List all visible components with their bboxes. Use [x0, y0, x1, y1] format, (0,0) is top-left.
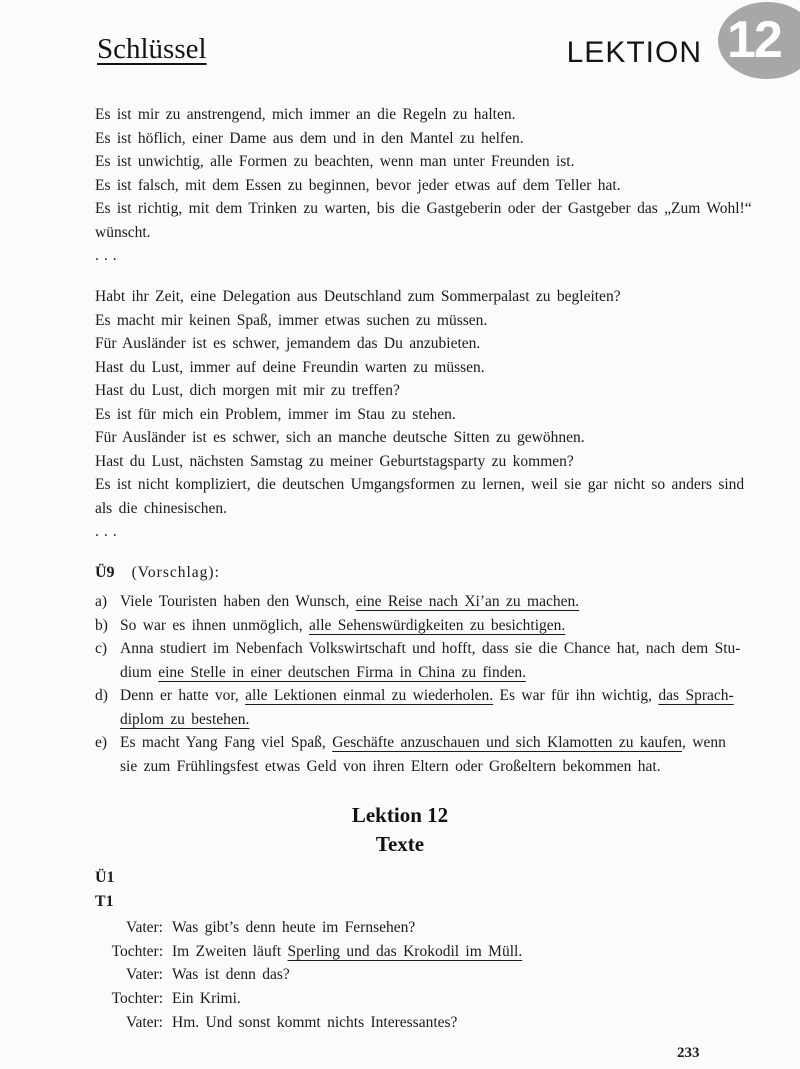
- underlined-phrase: alle Lektionen einmal zu wiederholen.: [245, 687, 494, 704]
- dialogue-speaker: Vater:: [125, 919, 163, 936]
- list-item-marker: c): [95, 640, 108, 657]
- text-line: Es ist für mich ein Problem, immer im Stau zu stehen.: [95, 405, 456, 423]
- exercise-u9-label: Ü9: [95, 564, 115, 581]
- text-t1-label: T1: [95, 892, 114, 910]
- underlined-phrase: Geschäfte anzuschauen und sich Klamotten zu kaufen: [332, 734, 683, 751]
- text-line: [95, 684, 740, 708]
- dialogue-text: [172, 966, 290, 983]
- underlined-phrase: eine Reise nach Xi’an zu machen.: [355, 593, 580, 610]
- underlined-phrase: alle Sehenswürdigkeiten zu besichtigen.: [309, 616, 566, 634]
- text-line: [95, 1011, 522, 1035]
- text-line: [95, 963, 522, 987]
- text-segment: Es war für ihn wichtig,: [493, 687, 659, 704]
- answer-block-sentences: [95, 285, 744, 544]
- text-line: als die chinesischen.: [95, 499, 227, 517]
- text-segment: Was gibt’s denn heute im Fernsehen?: [172, 919, 416, 936]
- text-line: [95, 708, 740, 732]
- text-segment: Hm. Und sonst kommt nichts Interessantes?: [172, 1013, 458, 1031]
- page-number: 233: [677, 1045, 700, 1061]
- text-line: Es ist unwichtig, alle Formen zu beachten, wenn man unter Freunden ist.: [95, 153, 575, 170]
- text-line: Hast du Lust, dich morgen mit mir zu treffen?: [95, 382, 400, 399]
- text-line: Hast du Lust, immer auf deine Freundin warten zu müssen.: [95, 358, 485, 376]
- text-segment: Denn er hatte vor,: [120, 687, 246, 704]
- text-line: [95, 637, 740, 661]
- underlined-phrase: eine Stelle in einer deutschen Firma in China zu finden.: [158, 663, 526, 681]
- text-segment: Anna studiert im Nebenfach Volkswirtschaft und hofft, dass sie die Chance hat, nach dem Stu-: [120, 640, 741, 657]
- text-segment: Viele Touristen haben den Wunsch,: [120, 593, 356, 610]
- text-line: [95, 614, 740, 638]
- text-line: Es ist nicht kompliziert, die deutschen Umgangsformen zu lernen, weil sie gar nicht so anders sind: [95, 476, 745, 493]
- text-line: Es macht mir keinen Spaß, immer etwas suchen zu müssen.: [95, 311, 488, 329]
- text-segment: Ein Krimi.: [172, 990, 241, 1008]
- text-line: Hast du Lust, nächsten Samstag zu meiner Geburtstagsparty zu kommen?: [95, 452, 574, 470]
- dialogue-text: [172, 1014, 457, 1031]
- list-item-marker: b): [95, 616, 108, 634]
- lektion-heading-block: [95, 801, 705, 859]
- list-item-marker: e): [95, 734, 108, 751]
- dialogue-speaker: Vater:: [125, 966, 163, 984]
- dialogue-text: [172, 990, 241, 1007]
- text-segment: sie zum Frühlingsfest etwas Geld von ihren Eltern oder Großeltern bekommen hat.: [120, 757, 661, 775]
- text-line: Es ist falsch, mit dem Essen zu beginnen, bevor jeder etwas auf dem Teller hat.: [95, 176, 621, 194]
- dialogue-speaker: Tochter:: [111, 990, 163, 1008]
- text-segment: dium: [120, 663, 159, 681]
- exercise-u9-heading: [95, 561, 220, 585]
- text-line: [95, 590, 740, 614]
- text-line: wünscht.: [95, 223, 151, 241]
- exercise-u9-items: [95, 590, 740, 778]
- dialogue-text: [172, 943, 522, 960]
- text-segment: Im Zweiten läuft: [172, 942, 288, 960]
- text-segment: Was ist denn das?: [172, 966, 290, 984]
- exercise-u1-label: Ü1: [95, 869, 115, 886]
- list-item-marker: a): [95, 593, 108, 610]
- texte-subtitle: Texte: [375, 832, 425, 856]
- text-line: [95, 916, 522, 940]
- text-line: [95, 661, 740, 685]
- text-line: ...: [95, 523, 122, 540]
- page-header-title: Schlüssel: [97, 33, 207, 65]
- lektion-label: LEKTION: [566, 36, 702, 69]
- text-line: Es ist höflich, einer Dame aus dem und in den Mantel zu helfen.: [95, 129, 524, 147]
- text-line: Es ist mir zu anstrengend, mich immer an die Regeln zu halten.: [95, 106, 516, 123]
- text-segment: So war es ihnen unmöglich,: [120, 616, 310, 634]
- lektion-number: 12: [727, 10, 781, 69]
- text-line: Für Ausländer ist es schwer, jemandem das Du anzubieten.: [95, 335, 481, 352]
- underlined-phrase: das Sprach-: [658, 687, 734, 704]
- text-segment: , wenn: [682, 734, 726, 751]
- dialogue-speaker: Vater:: [125, 1013, 163, 1031]
- text-line: Habt ihr Zeit, eine Delegation aus Deutschland zum Sommerpalast zu begleiten?: [95, 288, 621, 305]
- answer-block-rules: [95, 103, 752, 268]
- underlined-phrase: diplom zu bestehen.: [120, 710, 250, 728]
- text-segment: Es macht Yang Fang viel Spaß,: [120, 734, 333, 751]
- lektion-title: Lektion 12: [351, 803, 449, 827]
- text-line: [95, 731, 740, 755]
- exercise-labels: [95, 866, 115, 913]
- dialogue-speaker: Tochter:: [111, 942, 163, 960]
- list-item-marker: d): [95, 687, 108, 704]
- text-line: [95, 755, 740, 779]
- dialogue-t1: [95, 916, 522, 1034]
- lektion-badge: [718, 2, 800, 79]
- underlined-phrase: Sperling und das Krokodil im Müll.: [287, 942, 523, 960]
- dialogue-text: [172, 919, 415, 936]
- text-line: [95, 940, 522, 964]
- text-line: ...: [95, 247, 122, 264]
- text-line: [95, 987, 522, 1011]
- text-line: Es ist richtig, mit dem Trinken zu warten, bis die Gastgeberin oder der Gastgeber das „Zum Wohl!“: [95, 200, 752, 217]
- exercise-u9-note: (Vorschlag):: [131, 564, 220, 581]
- text-line: Für Ausländer ist es schwer, sich an manche deutsche Sitten zu gewöhnen.: [95, 429, 585, 446]
